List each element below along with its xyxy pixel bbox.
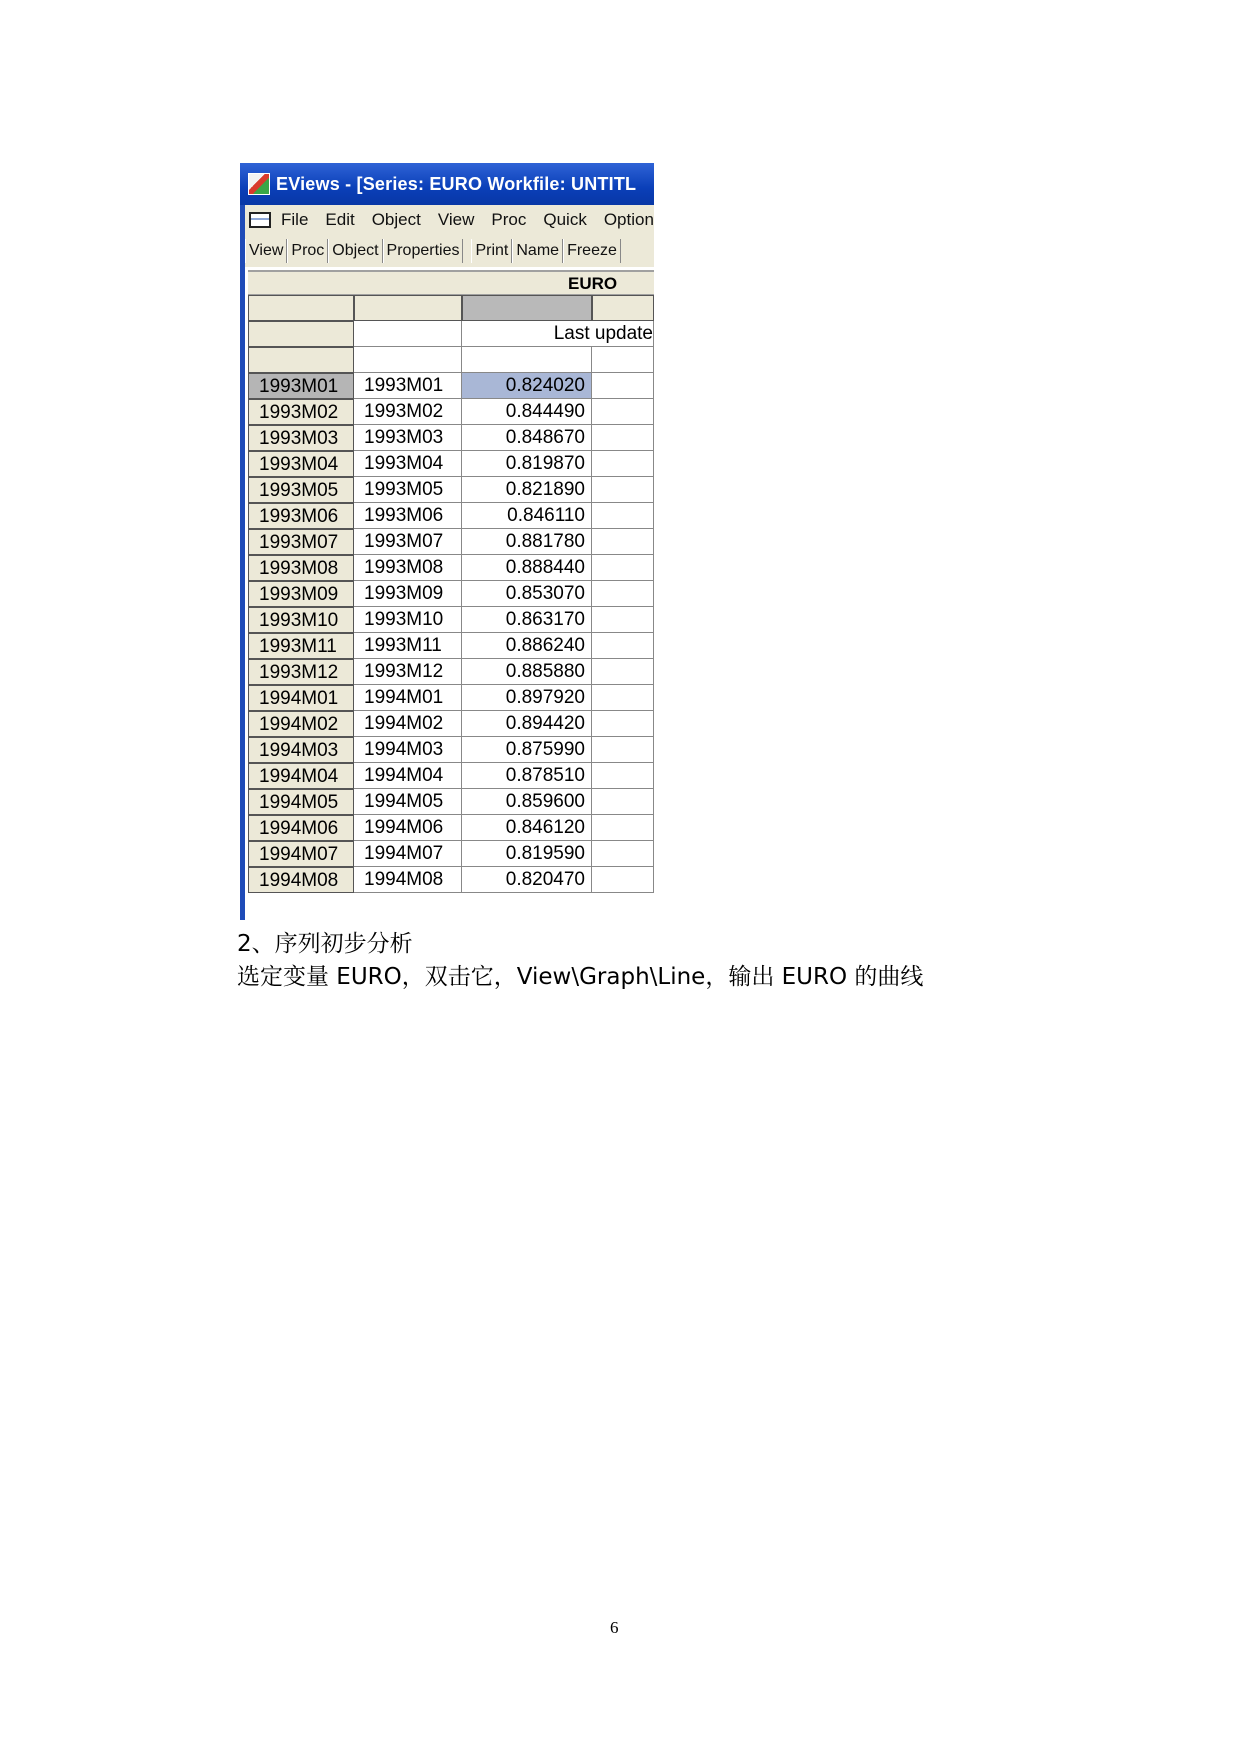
toolbar-print-button[interactable]: Print bbox=[471, 239, 512, 263]
menu-file[interactable]: File bbox=[281, 210, 309, 229]
value-cell[interactable]: 0.819590 bbox=[462, 841, 592, 867]
row-header-obs[interactable]: 1994M03 bbox=[248, 737, 354, 763]
body-text: 选定变量 EURO，双击它，View\Graph\Line，输出 EURO 的曲线 bbox=[237, 964, 924, 990]
date-cell[interactable]: 1993M09 bbox=[354, 581, 462, 607]
table-row[interactable] bbox=[248, 737, 654, 763]
empty-cell[interactable] bbox=[592, 659, 654, 685]
value-cell[interactable]: 0.885880 bbox=[462, 659, 592, 685]
empty-cell[interactable] bbox=[592, 763, 654, 789]
row-header-obs[interactable]: 1993M08 bbox=[248, 555, 354, 581]
date-cell[interactable]: 1993M12 bbox=[354, 659, 462, 685]
value-cell[interactable]: 0.844490 bbox=[462, 399, 592, 425]
empty-cell[interactable] bbox=[592, 607, 654, 633]
toolbar-view-button[interactable]: View bbox=[245, 239, 287, 263]
row-header-obs[interactable]: 1993M02 bbox=[248, 399, 354, 425]
table-row[interactable] bbox=[248, 503, 654, 529]
blank-cell bbox=[354, 321, 462, 347]
table-row[interactable] bbox=[248, 399, 654, 425]
toolbar-freeze-button[interactable]: Freeze bbox=[563, 239, 621, 263]
value-cell[interactable]: 0.819870 bbox=[462, 451, 592, 477]
page-number: 6 bbox=[610, 1618, 619, 1637]
date-cell[interactable]: 1993M03 bbox=[354, 425, 462, 451]
empty-cell[interactable] bbox=[592, 451, 654, 477]
date-cell[interactable]: 1993M08 bbox=[354, 555, 462, 581]
empty-cell[interactable] bbox=[592, 867, 654, 893]
table-row[interactable] bbox=[248, 685, 654, 711]
table-row[interactable] bbox=[248, 815, 654, 841]
date-cell[interactable]: 1993M06 bbox=[354, 503, 462, 529]
empty-cell[interactable] bbox=[592, 529, 654, 555]
row-header-obs[interactable]: 1993M10 bbox=[248, 607, 354, 633]
date-cell[interactable]: 1993M01 bbox=[354, 373, 462, 399]
value-cell[interactable]: 0.894420 bbox=[462, 711, 592, 737]
column-header-value[interactable] bbox=[462, 295, 592, 321]
empty-cell[interactable] bbox=[592, 711, 654, 737]
value-cell[interactable]: 0.897920 bbox=[462, 685, 592, 711]
date-cell[interactable]: 1994M07 bbox=[354, 841, 462, 867]
menu-bar bbox=[240, 205, 654, 235]
table-row[interactable] bbox=[248, 633, 654, 659]
value-cell[interactable]: 0.848670 bbox=[462, 425, 592, 451]
date-cell[interactable]: 1993M11 bbox=[354, 633, 462, 659]
column-header-extra[interactable] bbox=[592, 295, 654, 321]
date-cell[interactable]: 1994M03 bbox=[354, 737, 462, 763]
table-row[interactable] bbox=[248, 789, 654, 815]
row-header-obs[interactable]: 1994M06 bbox=[248, 815, 354, 841]
empty-cell[interactable] bbox=[592, 815, 654, 841]
value-cell[interactable]: 0.846110 bbox=[462, 503, 592, 529]
menu-options[interactable]: Option bbox=[603, 210, 654, 229]
table-row[interactable] bbox=[248, 659, 654, 685]
row-header-obs[interactable]: 1994M02 bbox=[248, 711, 354, 737]
empty-cell[interactable] bbox=[592, 737, 654, 763]
series-toolbar bbox=[240, 235, 654, 267]
value-cell[interactable]: 0.846120 bbox=[462, 815, 592, 841]
menu-edit[interactable]: Edit bbox=[325, 210, 355, 229]
row-header-obs[interactable]: 1993M06 bbox=[248, 503, 354, 529]
corner-cell bbox=[248, 295, 354, 321]
row-header-obs[interactable]: 1993M03 bbox=[248, 425, 354, 451]
table-row[interactable] bbox=[248, 529, 654, 555]
row-header-obs[interactable]: 1994M04 bbox=[248, 763, 354, 789]
empty-cell[interactable] bbox=[592, 841, 654, 867]
document-window-icon[interactable] bbox=[249, 212, 271, 228]
date-cell[interactable]: 1994M05 bbox=[354, 789, 462, 815]
value-cell[interactable]: 0.878510 bbox=[462, 763, 592, 789]
row-header-obs[interactable]: 1994M08 bbox=[248, 867, 354, 893]
window-titlebar[interactable] bbox=[240, 163, 654, 205]
section-heading: 2、序列初步分析 bbox=[237, 931, 413, 957]
row-header-obs[interactable]: 1993M07 bbox=[248, 529, 354, 555]
toolbar-name-button[interactable]: Name bbox=[512, 239, 563, 263]
eviews-app-icon bbox=[248, 173, 270, 195]
toolbar-object-button[interactable]: Object bbox=[328, 239, 382, 263]
series-spreadsheet[interactable] bbox=[240, 267, 654, 920]
value-cell[interactable]: 0.881780 bbox=[462, 529, 592, 555]
row-header-obs[interactable]: 1993M04 bbox=[248, 451, 354, 477]
column-header-date[interactable] bbox=[354, 295, 462, 321]
value-cell[interactable]: 0.859600 bbox=[462, 789, 592, 815]
empty-cell[interactable] bbox=[592, 503, 654, 529]
value-cell[interactable]: 0.824020 bbox=[462, 373, 592, 399]
empty-cell[interactable] bbox=[592, 373, 654, 399]
date-cell[interactable]: 1993M10 bbox=[354, 607, 462, 633]
date-cell[interactable]: 1993M07 bbox=[354, 529, 462, 555]
date-cell[interactable]: 1994M02 bbox=[354, 711, 462, 737]
row-header-obs[interactable]: 1994M01 bbox=[248, 685, 354, 711]
menu-proc[interactable]: Proc bbox=[491, 210, 527, 229]
date-cell[interactable]: 1993M04 bbox=[354, 451, 462, 477]
table-row[interactable] bbox=[248, 763, 654, 789]
row-header-obs[interactable]: 1994M07 bbox=[248, 841, 354, 867]
blank-row bbox=[248, 347, 654, 373]
value-cell[interactable]: 0.875990 bbox=[462, 737, 592, 763]
empty-cell[interactable] bbox=[592, 685, 654, 711]
blank-cell bbox=[354, 347, 462, 373]
value-cell[interactable]: 0.863170 bbox=[462, 607, 592, 633]
blank-cell bbox=[592, 347, 654, 373]
menu-quick[interactable]: Quick bbox=[543, 210, 587, 229]
eviews-screenshot bbox=[240, 163, 654, 920]
date-cell[interactable]: 1994M06 bbox=[354, 815, 462, 841]
empty-cell[interactable] bbox=[592, 555, 654, 581]
date-cell[interactable]: 1994M01 bbox=[354, 685, 462, 711]
table-row[interactable] bbox=[248, 607, 654, 633]
date-cell[interactable]: 1993M05 bbox=[354, 477, 462, 503]
last-update-label: Last update bbox=[462, 321, 654, 347]
value-cell[interactable]: 0.888440 bbox=[462, 555, 592, 581]
table-row[interactable] bbox=[248, 711, 654, 737]
row-header-blank bbox=[248, 347, 354, 373]
row-header-obs[interactable]: 1993M11 bbox=[248, 633, 354, 659]
row-header-obs[interactable]: 1993M05 bbox=[248, 477, 354, 503]
series-name: EURO bbox=[568, 274, 618, 293]
date-cell[interactable]: 1994M04 bbox=[354, 763, 462, 789]
table-row[interactable] bbox=[248, 841, 654, 867]
blank-cell bbox=[462, 347, 592, 373]
empty-cell[interactable] bbox=[592, 425, 654, 451]
table-row[interactable] bbox=[248, 555, 654, 581]
row-header-obs[interactable]: 1993M12 bbox=[248, 659, 354, 685]
table-row[interactable] bbox=[248, 451, 654, 477]
value-cell[interactable]: 0.821890 bbox=[462, 477, 592, 503]
toolbar-proc-button[interactable]: Proc bbox=[287, 239, 328, 263]
value-cell[interactable]: 0.886240 bbox=[462, 633, 592, 659]
empty-cell[interactable] bbox=[592, 581, 654, 607]
column-header-row bbox=[248, 295, 654, 321]
value-cell[interactable]: 0.820470 bbox=[462, 867, 592, 893]
last-update-row bbox=[248, 321, 654, 347]
series-header bbox=[248, 270, 654, 295]
date-cell[interactable]: 1993M02 bbox=[354, 399, 462, 425]
value-cell[interactable]: 0.853070 bbox=[462, 581, 592, 607]
row-header-obs[interactable]: 1994M05 bbox=[248, 789, 354, 815]
empty-cell[interactable] bbox=[592, 477, 654, 503]
window-title: EViews - [Series: EURO Workfile: UNTITL bbox=[276, 173, 637, 194]
table-row[interactable] bbox=[248, 581, 654, 607]
row-header-obs[interactable]: 1993M01 bbox=[248, 373, 354, 399]
row-header-blank bbox=[248, 321, 354, 347]
menu-object[interactable]: Object bbox=[371, 210, 421, 229]
empty-cell[interactable] bbox=[592, 399, 654, 425]
table-row[interactable] bbox=[248, 867, 654, 893]
row-header-obs[interactable]: 1993M09 bbox=[248, 581, 354, 607]
toolbar-properties-button[interactable]: Properties bbox=[383, 239, 464, 263]
empty-cell[interactable] bbox=[592, 633, 654, 659]
table-row[interactable] bbox=[248, 373, 654, 399]
date-cell[interactable]: 1994M08 bbox=[354, 867, 462, 893]
menu-view[interactable]: View bbox=[437, 210, 475, 229]
table-row[interactable] bbox=[248, 477, 654, 503]
empty-cell[interactable] bbox=[592, 789, 654, 815]
table-row[interactable] bbox=[248, 425, 654, 451]
